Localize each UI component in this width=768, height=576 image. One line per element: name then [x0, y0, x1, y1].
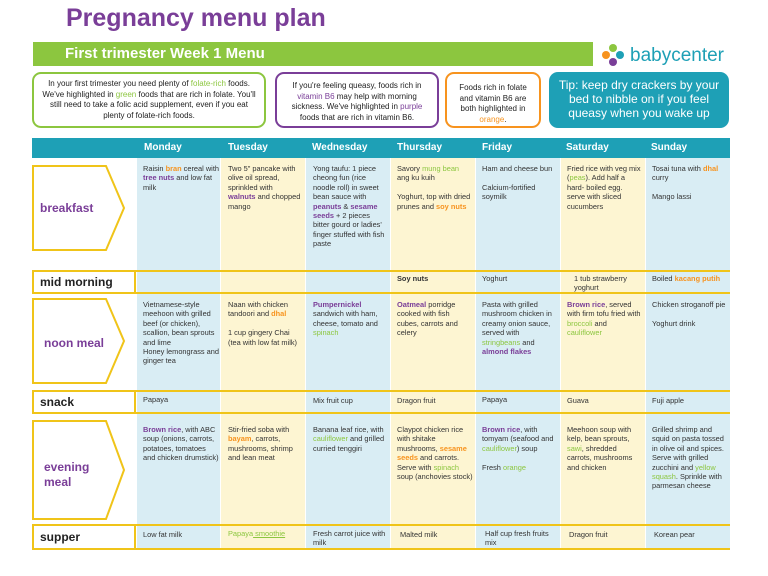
highlight-b6: Oatmeal [397, 300, 427, 309]
supper-sunday: Korean pear [654, 530, 695, 539]
evening-wednesday [313, 425, 387, 453]
cell-text: Chicken stroganoff pie [652, 300, 726, 309]
cell-text: Yoghurt drink [652, 318, 696, 328]
snack-friday: Papaya [482, 395, 508, 404]
babycenter-logo-icon [600, 42, 626, 68]
cell-text: cereal with [181, 164, 219, 173]
tip-box [549, 72, 729, 128]
highlight-folate: yellow squash [652, 462, 716, 482]
day-sunday: Sunday [651, 142, 688, 153]
noon-tuesday [228, 300, 302, 347]
meal-breakfast: breakfast [40, 201, 94, 215]
meal-supper: supper [40, 530, 81, 544]
cell-text: ang ku kuih [397, 173, 435, 183]
highlight-folate: mung bean [422, 164, 460, 173]
mid-morning-saturday: 1 tub strawberry yoghurt [574, 274, 627, 293]
cell-text: Boiled [652, 274, 675, 283]
info-text: foods that are rich in vitamin B6. [299, 112, 415, 122]
cell-text: , with ABC soup (onions, carrots, potatoes, tomatoes and chicken drumstick) [143, 425, 219, 463]
cell-text: and low fat milk [143, 173, 213, 192]
cell-text: Claypot chicken rice with shitake mushrooms, [397, 425, 464, 453]
cell-text: and chopped mango [228, 192, 301, 211]
cell-text: , shredded carrots, mushrooms and chicken [567, 443, 633, 472]
info-text: If you're feeling queasy, foods rich in [292, 81, 422, 90]
breakfast-sunday [652, 164, 728, 202]
cell-text: Savory [397, 164, 423, 173]
cell-text: and grilled curried tenggiri [313, 434, 385, 453]
highlight-both: dhal [702, 164, 719, 173]
cell-text: Grilled shrimp and squid on pasta tossed in olive oil and spices. Serve with grilled zucchini and [652, 425, 724, 472]
cell-text: soup (anchovies stock) [397, 472, 473, 482]
day-thursday: Thursday [397, 142, 443, 153]
info-text: Foods rich in folate and vitamin B6 are both highlighted in [459, 83, 527, 113]
highlight-b6: Brown rice [482, 425, 521, 434]
highlight-b6: Brown rice [143, 425, 182, 434]
highlight-b6: Pumpernickel [313, 300, 362, 309]
tip-label: Tip: [558, 78, 579, 92]
evening-friday [482, 425, 558, 472]
cell-text: sandwich with ham, cheese, tomato and [313, 309, 378, 328]
breakfast-monday [143, 164, 219, 192]
mid-morning-thursday: Soy nuts [397, 274, 429, 283]
noon-monday [143, 300, 219, 366]
cell-text: Raisin [143, 164, 166, 173]
highlight-folate: peas [569, 173, 586, 183]
cell-text: Honey lemongrass and ginger tea [143, 347, 220, 366]
cell-text: Ham and cheese bun [482, 164, 553, 173]
snack-thursday: Dragon fruit [397, 396, 436, 405]
info-text: foods that are rich in folate. You'll still need to take a folic acid supplement, even if you eat plenty of folate-rich foods. [50, 89, 256, 120]
supper-thursday: Malted milk [400, 530, 438, 539]
noon-friday [482, 300, 558, 356]
info-text: . [504, 114, 507, 124]
highlight-folate: spinach [433, 462, 460, 472]
supper-friday: Half cup fresh fruits mix [485, 529, 549, 548]
breakfast-wednesday [313, 164, 387, 249]
cell-text: , served with firm tofu fried with [567, 300, 641, 319]
highlight-folate: orange [502, 462, 526, 472]
info-text: In your first trimester you need plenty of [48, 79, 191, 88]
highlight-folate: cauliflower [482, 443, 517, 453]
snack-monday: Papaya [143, 395, 169, 404]
cell-text: Two 5" pancake with olive oil spread, sprinkled with [228, 164, 296, 192]
cell-text: + 2 pieces bitter gourd or ladies' finger stuffed with fish paste [313, 211, 385, 249]
cell-text: Naan with chicken tandoori and [228, 300, 288, 319]
info-text: may help with morning sickness. We've highlighted in [291, 91, 417, 111]
info-highlight: green [115, 89, 137, 99]
noon-sunday [652, 300, 728, 328]
cell-text: Calcium-fortified soymilk [482, 182, 536, 202]
highlight-folate: smoothie [253, 529, 286, 538]
highlight-folate: sawi [567, 443, 582, 453]
highlight-b6: peanuts [313, 201, 342, 211]
mid-morning-friday: Yoghurt [482, 274, 508, 283]
supper-tuesday [228, 529, 302, 538]
highlight-both: sesame seeds [397, 443, 467, 463]
cell-text: , with tomyam (seafood and [482, 425, 554, 444]
noon-saturday [567, 300, 641, 338]
cell-text: porridge cooked with fish cubes, carrots and celery [397, 300, 458, 338]
cell-text: Mango lassi [652, 192, 692, 202]
evening-tuesday [228, 425, 302, 463]
highlight-both: bayam [228, 434, 252, 444]
breakfast-label [32, 165, 124, 251]
highlight-b6: tree nuts [143, 173, 175, 183]
supper-monday: Low fat milk [143, 530, 183, 539]
cell-text: and carrots. Serve with [397, 453, 460, 472]
highlight-both: dhal [271, 309, 287, 319]
folate-info-box [32, 72, 266, 128]
meal-mid-morning: mid morning [40, 275, 113, 289]
day-header-bar [32, 138, 730, 158]
supper-wednesday: Fresh carrot juice with milk [313, 529, 386, 548]
babycenter-logo [600, 40, 740, 72]
day-tuesday: Tuesday [228, 142, 268, 153]
highlight-folate: stringbeans [482, 337, 521, 347]
cell-text: Pasta with grilled mushroom chicken in creamy onion sauce, served with [482, 300, 552, 338]
logo-text: babycenter [630, 45, 725, 66]
cell-text: Banana leaf rice, with [313, 425, 384, 434]
evening-saturday [567, 425, 641, 472]
info-highlight: orange [479, 114, 505, 124]
snack-sunday: Fuji apple [652, 396, 685, 405]
day-saturday: Saturday [566, 142, 609, 153]
breakfast-thursday [397, 164, 471, 211]
evening-sunday [652, 425, 728, 491]
highlight-folate: cauliflower [567, 328, 602, 338]
cell-text: & [341, 201, 351, 211]
snack-saturday: Guava [567, 396, 589, 405]
cell-text: Yoghurt, top with dried prunes and [397, 192, 471, 211]
breakfast-saturday [567, 164, 641, 211]
day-friday: Friday [482, 142, 513, 153]
cell-text: ) soup [516, 443, 538, 453]
meal-evening-2: meal [44, 475, 72, 489]
both-info-box [445, 72, 541, 128]
highlight-both: kacang putih [674, 274, 721, 283]
week-banner [33, 42, 593, 66]
cell-text: and [520, 337, 535, 347]
cell-text: and [592, 318, 607, 328]
meal-noon: noon meal [44, 336, 105, 350]
breakfast-tuesday [228, 164, 302, 211]
noon-thursday [397, 300, 471, 338]
highlight-folate: Papaya [228, 529, 254, 538]
highlight-b6: walnuts [228, 192, 256, 202]
week-title: First trimester Week 1 Menu [65, 45, 265, 62]
tip-text: keep dry crackers by your bed to nibble on if you feel queasy when you wake up [568, 78, 720, 120]
info-highlight: folate-rich [190, 79, 226, 88]
info-text: foods. We've highlighted in [42, 79, 250, 99]
snack-wednesday: Mix fruit cup [313, 396, 353, 405]
cell-text: , carrots, mushrooms, shrimp and lean meat [228, 434, 293, 463]
highlight-both: bran [165, 164, 182, 173]
cell-text: curry [652, 173, 669, 183]
noon-wednesday [313, 300, 387, 338]
supper-saturday: Dragon fruit [569, 530, 608, 539]
evening-monday [143, 425, 219, 463]
highlight-b6: sesame seeds [313, 201, 378, 221]
cell-text: Tosai tuna with [652, 164, 703, 173]
highlight-folate: broccoli [567, 318, 593, 328]
evening-meal-label [32, 420, 124, 520]
noon-meal-label [32, 298, 124, 384]
mid-morning-sunday [652, 274, 726, 283]
page-title: Pregnancy menu plan [66, 4, 326, 32]
b6-info-box [275, 72, 439, 128]
cell-text: . Sprinkle with parmesan cheese [652, 472, 722, 491]
evening-thursday [397, 425, 473, 481]
highlight-b6: Brown rice [567, 300, 606, 309]
column-thursday [391, 158, 475, 548]
cell-text: Vietnamese-style meehoon with grilled beef (or chicken), scallion, bean sprouts and lime [143, 300, 215, 347]
column-saturday [561, 158, 645, 548]
info-highlight: purple [400, 102, 423, 111]
breakfast-friday [482, 164, 556, 202]
cell-text: Fried rice with veg mix ( [567, 164, 641, 183]
highlight-both: soy nuts [436, 201, 467, 211]
highlight-folate: spinach [313, 328, 339, 338]
highlight-folate: cauliflower [313, 434, 348, 444]
cell-text: Meehoon soup with kelp, bean sprouts, [567, 425, 632, 444]
day-monday: Monday [144, 142, 182, 153]
column-tuesday [221, 158, 305, 548]
cell-text: Fresh [482, 462, 503, 472]
cell-text: 1 cup gingery Chai (tea with low fat milk) [228, 328, 297, 347]
meal-evening-1: evening [44, 460, 90, 474]
info-highlight: vitamin B6 [297, 91, 335, 101]
cell-text: ). Add half a hard- boiled egg. serve with sliced cucumbers [567, 173, 625, 211]
day-wednesday: Wednesday [312, 142, 368, 153]
meal-snack: snack [40, 395, 75, 409]
cell-text: Yong taufu: 1 piece cheong fun (rice noodle roll) in sweet bean sauce with [313, 164, 379, 202]
highlight-b6: almond flakes [482, 347, 532, 357]
cell-text: Stir-fried soba with [228, 425, 290, 434]
